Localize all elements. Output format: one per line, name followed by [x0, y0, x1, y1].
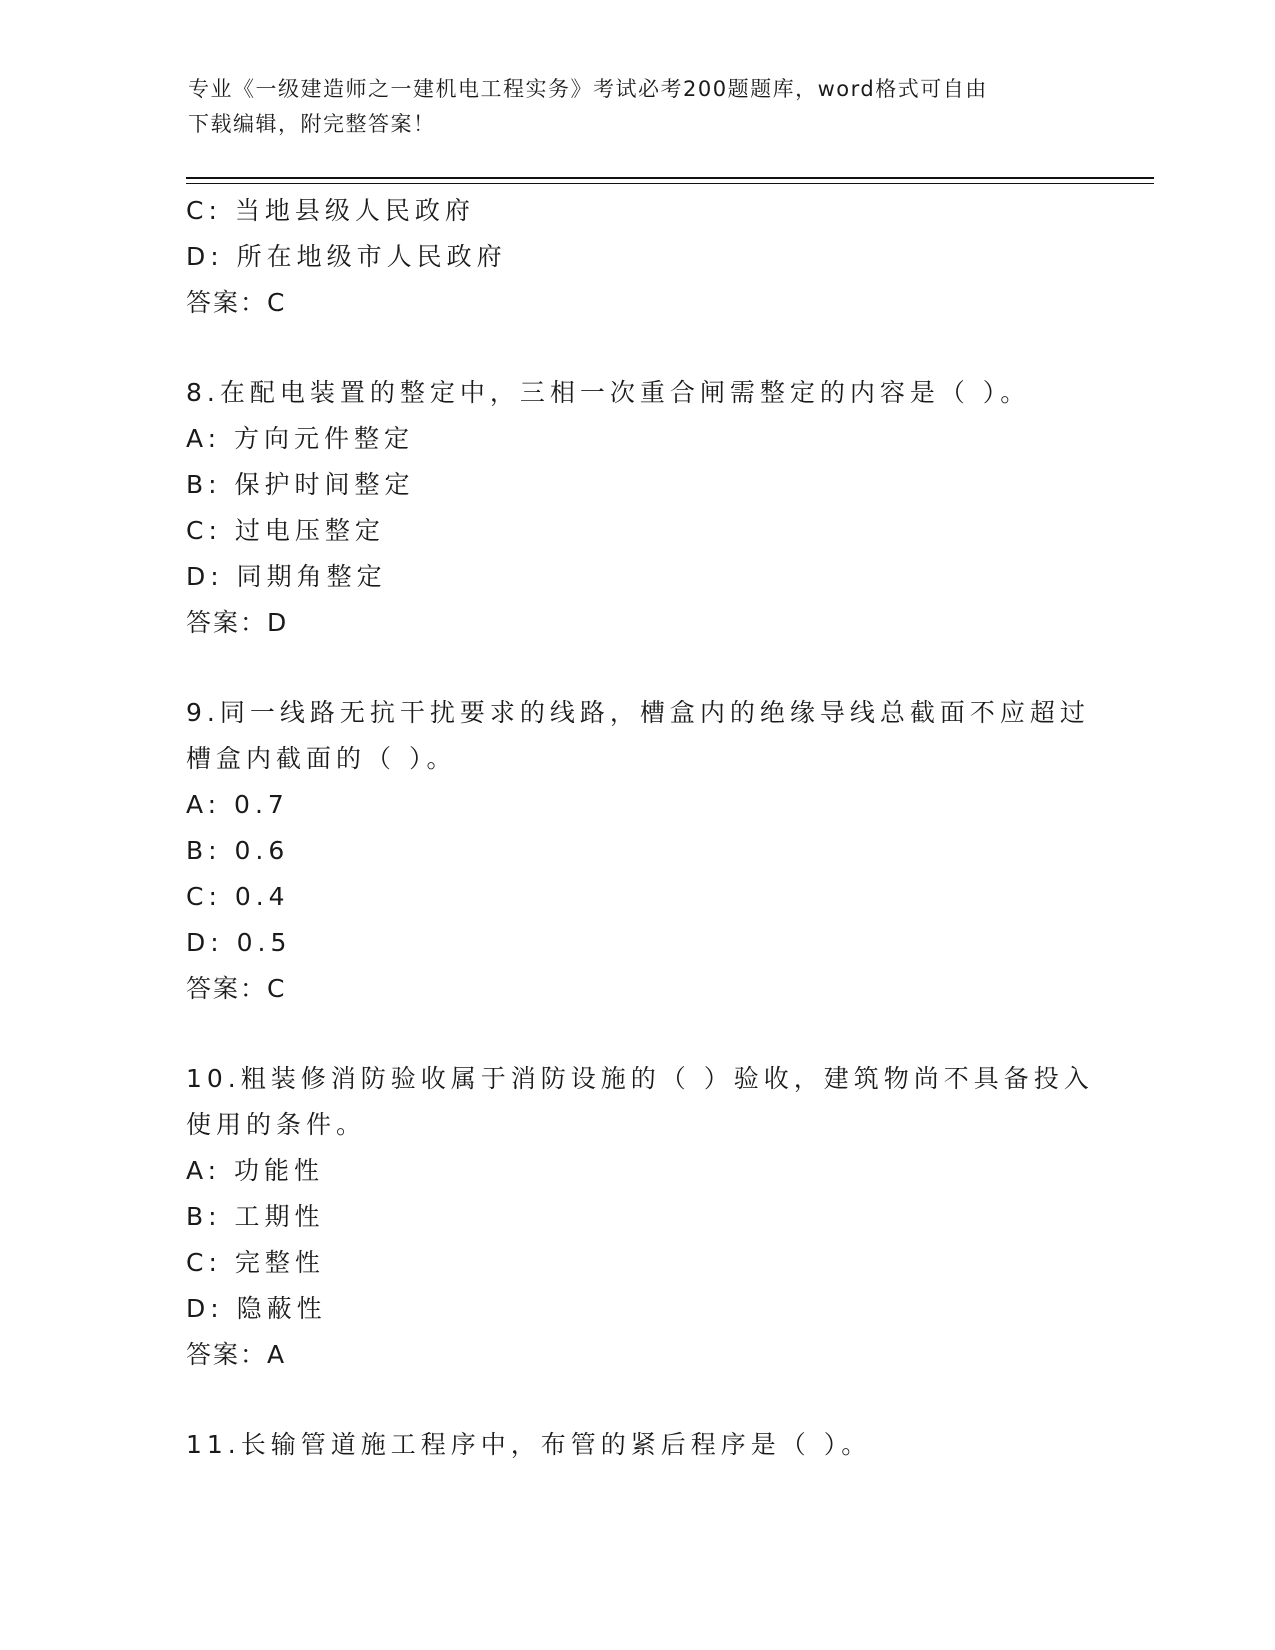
- question-stem-line-2: 槽盒内截面的（ ）。: [186, 744, 457, 773]
- question-stem-line-2: 使用的条件。: [186, 1110, 367, 1139]
- option-b: B: 保护时间整定: [186, 470, 415, 499]
- option-a: A: 0.7: [186, 790, 289, 819]
- option-b: B: 工期性: [186, 1202, 325, 1231]
- question-list: [186, 188, 1094, 1468]
- answer-label: 答案：C: [186, 288, 287, 317]
- question-7-tail: [186, 188, 1086, 326]
- option-d: D: 所在地级市人民政府: [186, 242, 507, 271]
- option-c: C: 当地县级人民政府: [186, 196, 475, 225]
- option-d: D: 0.5: [186, 928, 292, 957]
- option-a: A: 功能性: [186, 1156, 325, 1185]
- question-stem-line-1: 9.同一线路无抗干扰要求的线路，槽盒内的绝缘导线总截面不应超过: [186, 698, 1090, 727]
- option-d: D: 同期角整定: [186, 562, 387, 591]
- header-line-2: 下载编辑，附完整答案！: [188, 112, 436, 136]
- question-stem: 8.在配电装置的整定中，三相一次重合闸需整定的内容是（ ）。: [186, 378, 1031, 407]
- question-stem-line-1: 10.粗装修消防验收属于消防设施的（ ）验收，建筑物尚不具备投入: [186, 1064, 1094, 1093]
- header-line-1: 专业《一级建造师之一建机电工程实务》考试必考200题题库，word格式可自由: [188, 77, 988, 101]
- answer-label: 答案：A: [186, 1340, 287, 1369]
- option-c: C: 0.4: [186, 882, 290, 911]
- answer-label: 答案：D: [186, 608, 289, 637]
- spacer: [186, 1012, 1086, 1056]
- question-9: [186, 690, 1090, 1012]
- question-10: [186, 1056, 1094, 1378]
- document-header: [188, 72, 1068, 142]
- option-b: B: 0.6: [186, 836, 290, 865]
- spacer: [186, 326, 1086, 370]
- question-8: [186, 370, 1086, 646]
- option-a: A: 方向元件整定: [186, 424, 415, 453]
- spacer: [186, 1378, 1086, 1422]
- question-stem: 11.长输管道施工程序中，布管的紧后程序是（ ）。: [186, 1430, 872, 1459]
- header-divider-thick: [186, 177, 1154, 179]
- question-11: [186, 1422, 1086, 1468]
- option-d: D: 隐蔽性: [186, 1294, 327, 1323]
- header-divider-thin: [186, 183, 1154, 184]
- answer-label: 答案：C: [186, 974, 287, 1003]
- option-c: C: 完整性: [186, 1248, 325, 1277]
- option-c: C: 过电压整定: [186, 516, 385, 545]
- spacer: [186, 646, 1086, 690]
